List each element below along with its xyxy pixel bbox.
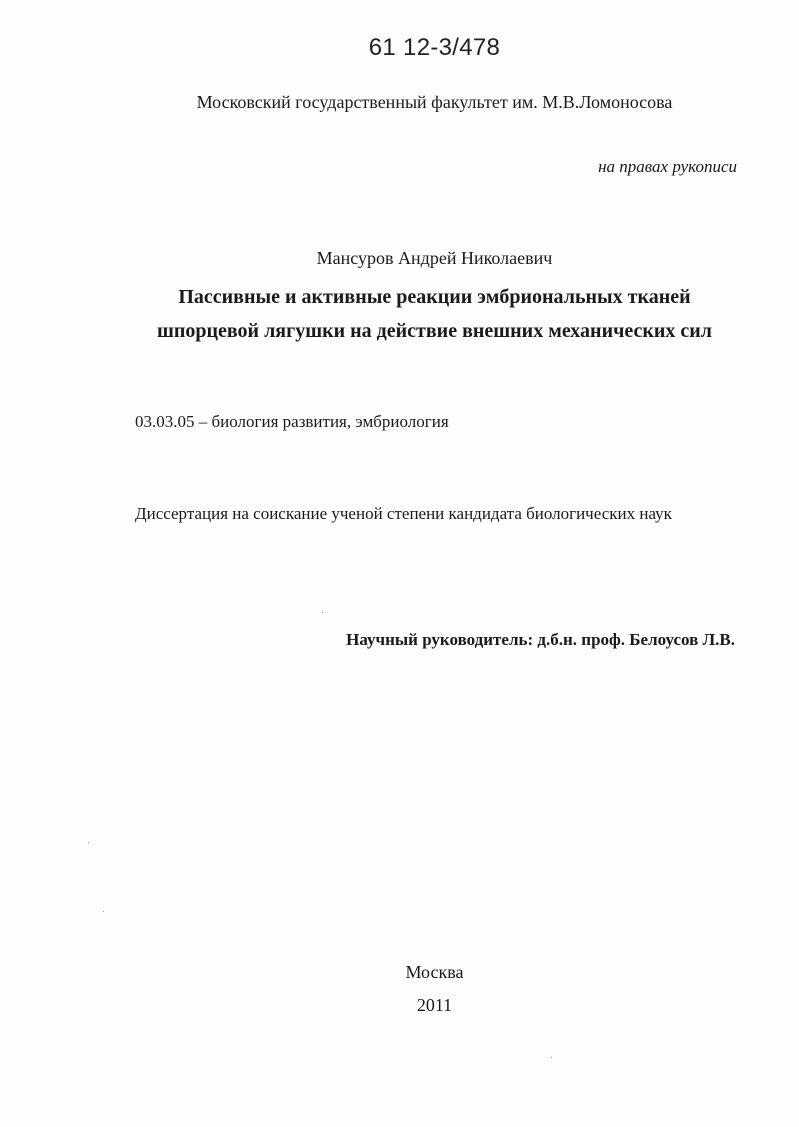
year: 2011: [416, 995, 453, 1015]
archive-code: 61 12-3/478: [368, 34, 501, 61]
scan-speck: [551, 1057, 552, 1058]
institution-name: Московский государственный факультет им. М.В.Ломоносова: [196, 92, 673, 112]
scientific-supervisor: Научный руководитель: д.б.н. проф. Белоусов Л.В.: [346, 630, 735, 649]
title-line-2: шпорцевой лягушки на действие внешних механических сил: [156, 320, 713, 342]
scan-speck: [322, 612, 323, 613]
title-line-1: Пассивные и активные реакции эмбриональных тканей: [178, 286, 691, 308]
author-name: Мансуров Андрей Николаевич: [316, 248, 553, 268]
manuscript-rights-note: на правах рукописи: [598, 157, 737, 176]
dissertation-title: [0, 280, 799, 348]
degree-statement: Диссертация на соискание ученой степени кандидата биологических наук: [135, 504, 672, 523]
scan-speck: [103, 911, 104, 912]
scan-speck: [88, 842, 89, 843]
city: Москва: [405, 962, 464, 982]
specialty-code: 03.03.05 – биология развития, эмбриология: [135, 412, 449, 431]
